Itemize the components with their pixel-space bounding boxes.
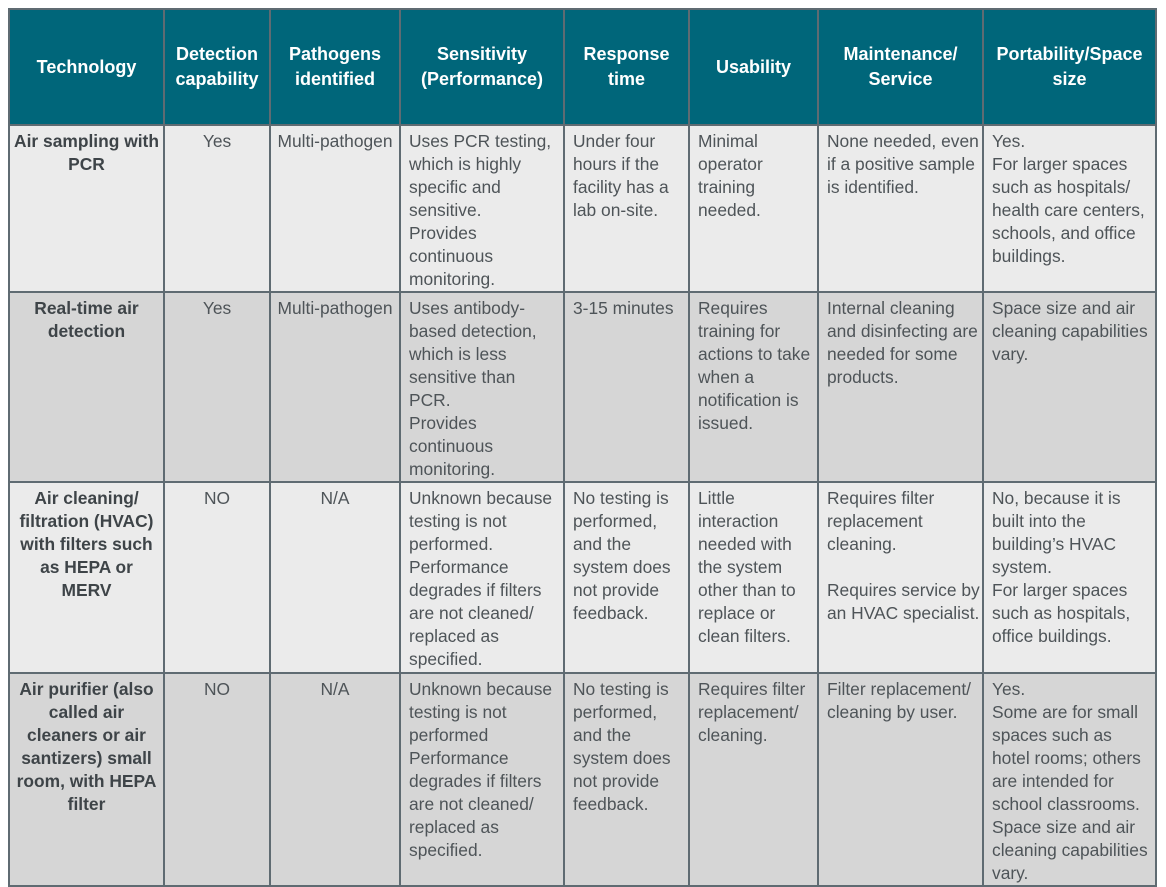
cell-portability-space-size: Space size and air cleaning capabilities vary. [983,292,1156,482]
cell-maintenance-service: Requires filter replacement cleaning. Requires service by an HVAC specialist. [818,482,983,673]
header-detection-capability: Detection capability [164,9,270,125]
cell-response-time: 3-15 minutes [564,292,689,482]
header-usability: Usability [689,9,818,125]
cell-maintenance-service: Internal cleaning and disinfecting are needed for some products. [818,292,983,482]
cell-maintenance-service: Filter replacement/ cleaning by user. [818,673,983,886]
cell-sensitivity: Uses antibody-based detection, which is less sensitive than PCR. Provides continuous monitoring. [400,292,564,482]
cell-maintenance-service: None needed, even if a positive sample is identified. [818,125,983,292]
table-row [9,482,1156,673]
cell-usability: Little interaction needed with the system other than to replace or clean filters. [689,482,818,673]
cell-pathogens-identified: Multi-pathogen [270,292,400,482]
cell-portability-space-size: Yes. For larger spaces such as hospitals/ health care centers, schools, and office buildings. [983,125,1156,292]
cell-technology: Air sampling with PCR [9,125,164,292]
table-row [9,673,1156,886]
header-sensitivity: Sensitivity (Performance) [400,9,564,125]
cell-technology: Real-time air detection [9,292,164,482]
header-pathogens-identified: Pathogens identified [270,9,400,125]
cell-detection-capability: NO [164,673,270,886]
cell-response-time: No testing is performed, and the system does not provide feedback. [564,673,689,886]
table-row [9,292,1156,482]
cell-response-time: No testing is performed, and the system does not provide feedback. [564,482,689,673]
cell-usability: Requires training for actions to take when a notification is issued. [689,292,818,482]
cell-pathogens-identified: Multi-pathogen [270,125,400,292]
header-portability-space-size: Portability/Space size [983,9,1156,125]
cell-technology: Air cleaning/ filtration (HVAC) with filters such as HEPA or MERV [9,482,164,673]
cell-portability-space-size: Yes. Some are for small spaces such as hotel rooms; others are intended for school classrooms. Space size and air cleaning capabilities vary. [983,673,1156,886]
cell-technology: Air purifier (also called air cleaners or air santizers) small room, with HEPA filter [9,673,164,886]
cell-portability-space-size: No, because it is built into the building’s HVAC system. For larger spaces such as hospitals, office buildings. [983,482,1156,673]
technology-comparison-table [8,8,1157,887]
cell-sensitivity: Uses PCR testing, which is highly specific and sensitive. Provides continuous monitoring. [400,125,564,292]
cell-pathogens-identified: N/A [270,482,400,673]
cell-response-time: Under four hours if the facility has a lab on-site. [564,125,689,292]
cell-sensitivity: Unknown because testing is not performed Performance degrades if filters are not cleaned/ replaced as specified. [400,673,564,886]
cell-detection-capability: Yes [164,125,270,292]
header-maintenance-service: Maintenance/ Service [818,9,983,125]
cell-detection-capability: NO [164,482,270,673]
table-row [9,125,1156,292]
header-row [9,9,1156,125]
cell-detection-capability: Yes [164,292,270,482]
header-technology: Technology [9,9,164,125]
cell-usability: Requires filter replacement/ cleaning. [689,673,818,886]
cell-usability: Minimal operator training needed. [689,125,818,292]
cell-sensitivity: Unknown because testing is not performed. Performance degrades if filters are not cleaned/ replaced as specified. [400,482,564,673]
header-response-time: Response time [564,9,689,125]
cell-pathogens-identified: N/A [270,673,400,886]
